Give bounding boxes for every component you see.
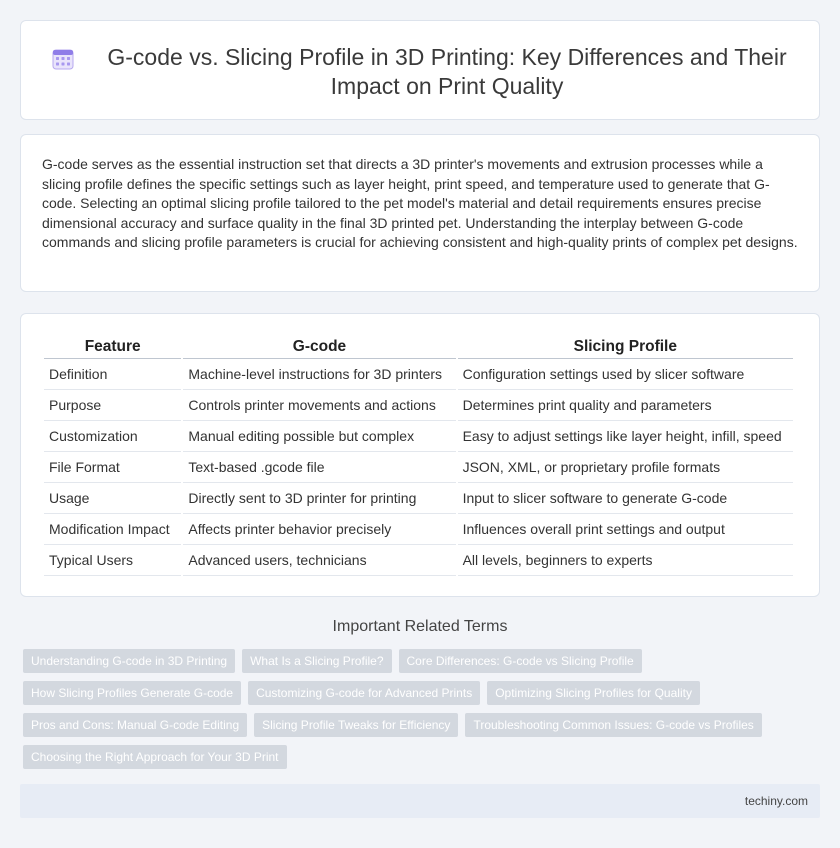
- table-cell: Easy to adjust settings like layer height, infill, speed: [458, 421, 793, 452]
- calendar-grid-icon: [51, 47, 75, 71]
- related-terms-heading: Important Related Terms: [332, 618, 508, 635]
- table-row: [44, 483, 793, 514]
- related-term-tag[interactable]: Slicing Profile Tweaks for Efficiency: [254, 713, 458, 737]
- table-cell: Usage: [44, 483, 181, 514]
- table-cell: Definition: [44, 359, 181, 390]
- table-cell: JSON, XML, or proprietary profile formats: [458, 452, 793, 483]
- related-term-tag[interactable]: Pros and Cons: Manual G-code Editing: [23, 713, 247, 737]
- column-header-slicing-profile: Slicing Profile: [458, 336, 793, 359]
- table-cell: Controls printer movements and actions: [183, 390, 455, 421]
- table-row: [44, 421, 793, 452]
- page-title: G-code vs. Slicing Profile in 3D Printing: Key Differences and Their Impact on Print Quality: [107, 44, 787, 99]
- column-header-gcode: G-code: [183, 336, 455, 359]
- footer: [20, 784, 820, 818]
- table-cell: Customization: [44, 421, 181, 452]
- table-cell: Typical Users: [44, 545, 181, 576]
- table-cell: Text-based .gcode file: [183, 452, 455, 483]
- related-term-tag[interactable]: Optimizing Slicing Profiles for Quality: [487, 681, 700, 705]
- table-row: [44, 359, 793, 390]
- table-cell: Configuration settings used by slicer software: [458, 359, 793, 390]
- title-wrap: [61, 43, 799, 101]
- comparison-table-card: [20, 313, 820, 597]
- comparison-table: [42, 336, 795, 576]
- table-cell: Directly sent to 3D printer for printing: [183, 483, 455, 514]
- table-header-row: [44, 336, 793, 359]
- table-cell: All levels, beginners to experts: [458, 545, 793, 576]
- table-cell: Machine-level instructions for 3D printers: [183, 359, 455, 390]
- related-term-tag[interactable]: Understanding G-code in 3D Printing: [23, 649, 235, 673]
- related-term-tag[interactable]: Customizing G-code for Advanced Prints: [248, 681, 480, 705]
- related-term-tag[interactable]: How Slicing Profiles Generate G-code: [23, 681, 241, 705]
- table-cell: Influences overall print settings and output: [458, 514, 793, 545]
- table-cell: Advanced users, technicians: [183, 545, 455, 576]
- table-cell: Input to slicer software to generate G-code: [458, 483, 793, 514]
- table-cell: Affects printer behavior precisely: [183, 514, 455, 545]
- table-cell: Manual editing possible but complex: [183, 421, 455, 452]
- table-cell: Purpose: [44, 390, 181, 421]
- related-term-tag[interactable]: Troubleshooting Common Issues: G-code vs Profiles: [465, 713, 761, 737]
- related-terms-list: [23, 649, 783, 769]
- related-term-tag[interactable]: Choosing the Right Approach for Your 3D Print: [23, 745, 287, 769]
- table-cell: Modification Impact: [44, 514, 181, 545]
- table-cell: Determines print quality and parameters: [458, 390, 793, 421]
- table-cell: File Format: [44, 452, 181, 483]
- table-row: [44, 545, 793, 576]
- table-row: [44, 514, 793, 545]
- intro-paragraph: G-code serves as the essential instruction set that directs a 3D printer's movements and extrusion processes while a slicing profile defines the specific settings such as layer height, print speed, and temperature used to generate that G-code. Selecting an optimal slicing profile tailored to the pet model's material and detail requirements ensures precise dimensional accuracy and surface quality in the final 3D printed pet. Understanding the interplay between G-code commands and slicing profile parameters is crucial for achieving consistent and high-quality prints of complex pet designs.: [42, 156, 798, 251]
- header-card: [20, 20, 820, 120]
- footer-brand[interactable]: techiny.com: [744, 794, 808, 808]
- related-term-tag[interactable]: Core Differences: G-code vs Slicing Profile: [399, 649, 642, 673]
- related-term-tag[interactable]: What Is a Slicing Profile?: [242, 649, 391, 673]
- table-row: [44, 390, 793, 421]
- intro-card: [20, 134, 820, 292]
- column-header-feature: Feature: [44, 336, 181, 359]
- table-row: [44, 452, 793, 483]
